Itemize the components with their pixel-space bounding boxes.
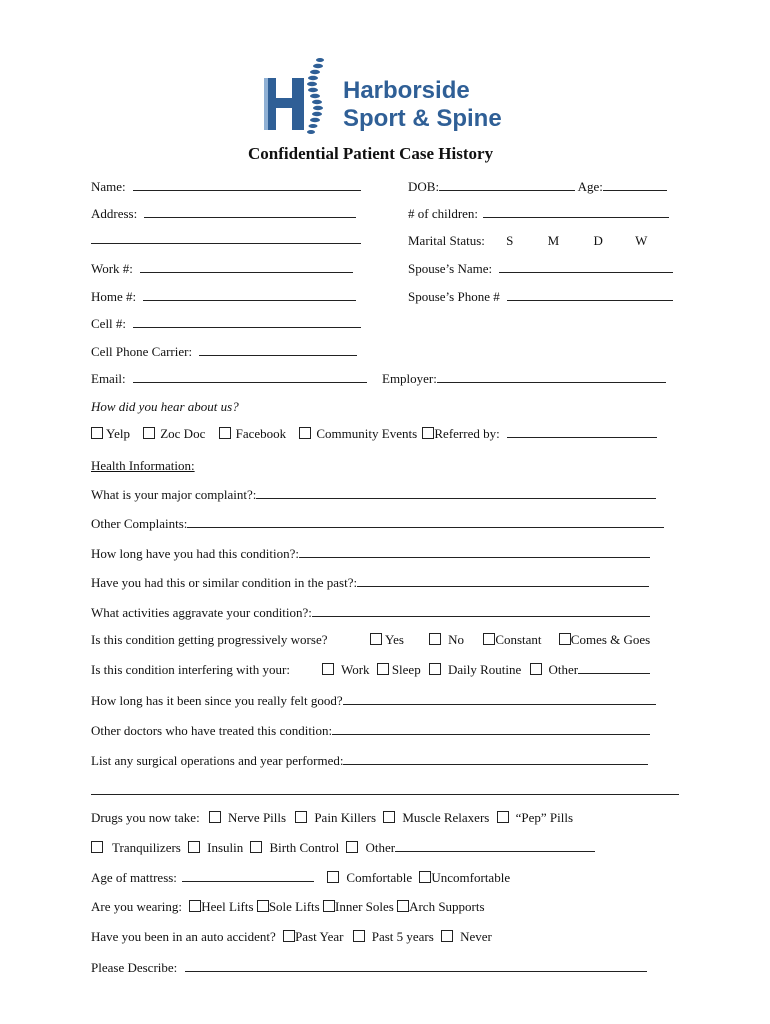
pep-pills-checkbox[interactable] bbox=[497, 811, 509, 823]
comes-goes-checkbox[interactable] bbox=[559, 633, 571, 645]
worse-label: Is this condition getting progressively worse? bbox=[91, 632, 328, 647]
sole-lifts-checkbox[interactable] bbox=[257, 900, 269, 912]
hear-question: How did you hear about us? bbox=[91, 399, 239, 414]
cell-row bbox=[91, 316, 361, 332]
home-row bbox=[91, 289, 356, 305]
marital-label: Marital Status: bbox=[408, 233, 485, 248]
other-drugs-field[interactable] bbox=[395, 840, 595, 852]
spouse-phone-row bbox=[408, 289, 673, 305]
never-checkbox[interactable] bbox=[441, 930, 453, 942]
surgical-line2 bbox=[91, 783, 679, 799]
email-row bbox=[91, 371, 367, 387]
similar-row bbox=[91, 575, 649, 591]
uncomfortable-label: Uncomfortable bbox=[431, 870, 511, 885]
interfere-label: Is this condition interfering with your: bbox=[91, 662, 290, 677]
other-drugs-label: Other bbox=[365, 840, 396, 855]
address-label: Address: bbox=[91, 206, 138, 221]
major-complaint-field[interactable] bbox=[256, 487, 656, 499]
doctors-row bbox=[91, 723, 650, 739]
constant-label: Constant bbox=[495, 632, 542, 647]
age-field[interactable] bbox=[603, 179, 667, 191]
howlong-field[interactable] bbox=[299, 546, 650, 558]
carrier-row bbox=[91, 344, 357, 360]
heel-lifts-checkbox[interactable] bbox=[189, 900, 201, 912]
community-events-checkbox[interactable] bbox=[299, 427, 311, 439]
logo-line1: Harborside bbox=[343, 77, 470, 104]
pain-killers-checkbox[interactable] bbox=[295, 811, 307, 823]
never-label: Never bbox=[460, 929, 492, 944]
address-field[interactable] bbox=[144, 206, 356, 218]
accident-label: Have you been in an auto accident? bbox=[91, 929, 276, 944]
other-interfere-field[interactable] bbox=[578, 662, 650, 674]
spouse-name-field[interactable] bbox=[499, 261, 673, 273]
logo-mark-icon bbox=[262, 56, 334, 136]
marital-option-d[interactable]: D bbox=[593, 233, 603, 248]
worse-no-label: No bbox=[448, 632, 465, 647]
marital-option-w[interactable]: W bbox=[635, 233, 648, 248]
worse-yes-label: Yes bbox=[385, 632, 404, 647]
carrier-field[interactable] bbox=[199, 344, 357, 356]
tranquilizers-checkbox[interactable] bbox=[91, 841, 103, 853]
pain-killers-label: Pain Killers bbox=[314, 810, 377, 825]
other-complaints-field[interactable] bbox=[187, 516, 664, 528]
mattress-label: Age of mattress: bbox=[91, 870, 177, 885]
marital-option-m[interactable]: M bbox=[547, 233, 560, 248]
describe-row bbox=[91, 960, 647, 976]
hear-options bbox=[91, 426, 657, 442]
work-field[interactable] bbox=[140, 261, 353, 273]
feltgood-field[interactable] bbox=[343, 693, 656, 705]
dob-row bbox=[408, 179, 667, 195]
similar-label: Have you had this or similar condition in the past?: bbox=[91, 575, 358, 590]
dob-field[interactable] bbox=[439, 179, 575, 191]
community-events-label: Community Events bbox=[316, 426, 418, 441]
sleep-label: Sleep bbox=[391, 662, 421, 677]
uncomfortable-checkbox[interactable] bbox=[419, 871, 431, 883]
worse-options bbox=[370, 632, 650, 648]
birth-control-checkbox[interactable] bbox=[250, 841, 262, 853]
logo-line2: Sport & Spine bbox=[343, 105, 502, 132]
major-complaint-label: What is your major complaint?: bbox=[91, 487, 257, 502]
name-field[interactable] bbox=[133, 179, 361, 191]
facebook-checkbox[interactable] bbox=[219, 427, 231, 439]
aggravate-row bbox=[91, 605, 650, 621]
howlong-row bbox=[91, 546, 650, 562]
work-option-label: Work bbox=[341, 662, 370, 677]
home-label: Home #: bbox=[91, 289, 137, 304]
daily-routine-label: Daily Routine bbox=[447, 662, 522, 677]
surgical-row bbox=[91, 753, 648, 769]
marital-option-s[interactable]: S bbox=[506, 233, 514, 248]
spouse-name-row bbox=[408, 261, 673, 277]
age-label: Age: bbox=[577, 179, 603, 194]
yelp-checkbox[interactable] bbox=[91, 427, 103, 439]
email-field[interactable] bbox=[133, 371, 367, 383]
work-checkbox[interactable] bbox=[322, 663, 334, 675]
comes-goes-label: Comes & Goes bbox=[570, 632, 651, 647]
children-row bbox=[408, 206, 669, 222]
past-year-checkbox[interactable] bbox=[283, 930, 295, 942]
other-interfere-checkbox[interactable] bbox=[530, 663, 542, 675]
heel-lifts-label: Heel Lifts bbox=[201, 899, 254, 914]
tranquilizers-label: Tranquilizers bbox=[112, 840, 181, 855]
past-5-years-label: Past 5 years bbox=[371, 929, 434, 944]
yelp-label: Yelp bbox=[106, 426, 130, 441]
arch-supports-label: Arch Supports bbox=[409, 899, 485, 914]
howlong-label: How long have you had this condition?: bbox=[91, 546, 299, 561]
inner-soles-label: Inner Soles bbox=[334, 899, 394, 914]
constant-checkbox[interactable] bbox=[483, 633, 495, 645]
carrier-label: Cell Phone Carrier: bbox=[91, 344, 193, 359]
feltgood-row bbox=[91, 693, 656, 709]
major-complaint-row bbox=[91, 487, 656, 503]
describe-field[interactable] bbox=[185, 960, 647, 972]
past-5-years-checkbox[interactable] bbox=[353, 930, 365, 942]
drugs-row1 bbox=[91, 810, 573, 826]
nerve-pills-checkbox[interactable] bbox=[209, 811, 221, 823]
nerve-pills-label: Nerve Pills bbox=[227, 810, 287, 825]
comfortable-label: Comfortable bbox=[346, 870, 413, 885]
referred-checkbox[interactable] bbox=[422, 427, 434, 439]
employer-row bbox=[382, 371, 666, 387]
doctors-label: Other doctors who have treated this condition: bbox=[91, 723, 333, 738]
interfere-options bbox=[322, 662, 650, 678]
muscle-relaxers-label: Muscle Relaxers bbox=[402, 810, 490, 825]
spouse-phone-label: Spouse’s Phone # bbox=[408, 289, 500, 304]
aggravate-field[interactable] bbox=[312, 605, 650, 617]
similar-field[interactable] bbox=[357, 575, 649, 587]
worse-yes-checkbox[interactable] bbox=[370, 633, 382, 645]
surgical-field-2[interactable] bbox=[91, 783, 679, 795]
work-row bbox=[91, 261, 353, 277]
cell-field[interactable] bbox=[133, 316, 361, 328]
zocdoc-checkbox[interactable] bbox=[143, 427, 155, 439]
mattress-field[interactable] bbox=[182, 870, 314, 882]
aggravate-label: What activities aggravate your condition?: bbox=[91, 605, 312, 620]
arch-supports-checkbox[interactable] bbox=[397, 900, 409, 912]
address-row bbox=[91, 206, 356, 222]
other-interfere-label: Other bbox=[548, 662, 579, 677]
drugs-row2 bbox=[91, 840, 595, 856]
referred-field[interactable] bbox=[507, 426, 657, 438]
sleep-checkbox[interactable] bbox=[377, 663, 389, 675]
address-line2 bbox=[91, 232, 361, 248]
surgical-field[interactable] bbox=[343, 753, 648, 765]
describe-label: Please Describe: bbox=[91, 960, 178, 975]
insulin-label: Insulin bbox=[207, 840, 244, 855]
surgical-label: List any surgical operations and year performed: bbox=[91, 753, 344, 768]
worse-no-checkbox[interactable] bbox=[429, 633, 441, 645]
inner-soles-checkbox[interactable] bbox=[323, 900, 335, 912]
dob-label: DOB: bbox=[408, 179, 440, 194]
home-field[interactable] bbox=[143, 289, 356, 301]
drugs-label: Drugs you now take: bbox=[91, 810, 200, 825]
daily-routine-checkbox[interactable] bbox=[429, 663, 441, 675]
mattress-row bbox=[91, 870, 510, 886]
sole-lifts-label: Sole Lifts bbox=[268, 899, 320, 914]
employer-label: Employer: bbox=[382, 371, 437, 386]
other-drugs-checkbox[interactable] bbox=[346, 841, 358, 853]
name-row bbox=[91, 179, 361, 195]
doctors-field[interactable] bbox=[332, 723, 650, 735]
spouse-name-label: Spouse’s Name: bbox=[408, 261, 493, 276]
insulin-checkbox[interactable] bbox=[188, 841, 200, 853]
page-title: Confidential Patient Case History bbox=[248, 144, 494, 163]
other-complaints-row bbox=[91, 516, 664, 532]
name-label: Name: bbox=[91, 179, 126, 194]
wearing-row bbox=[91, 899, 485, 915]
children-field[interactable] bbox=[483, 206, 669, 218]
wearing-label: Are you wearing: bbox=[91, 899, 182, 914]
address-field-2[interactable] bbox=[91, 232, 361, 244]
muscle-relaxers-checkbox[interactable] bbox=[383, 811, 395, 823]
facebook-label: Facebook bbox=[235, 426, 287, 441]
email-label: Email: bbox=[91, 371, 126, 386]
zocdoc-label: Zoc Doc bbox=[160, 426, 206, 441]
other-complaints-label: Other Complaints: bbox=[91, 516, 188, 531]
past-year-label: Past Year bbox=[295, 929, 344, 944]
feltgood-label: How long has it been since you really felt good? bbox=[91, 693, 343, 708]
work-label: Work #: bbox=[91, 261, 133, 276]
accident-row bbox=[91, 929, 492, 945]
children-label: # of children: bbox=[408, 206, 479, 221]
referred-label: Referred by: bbox=[434, 426, 500, 441]
employer-field[interactable] bbox=[437, 371, 666, 383]
birth-control-label: Birth Control bbox=[269, 840, 340, 855]
cell-label: Cell #: bbox=[91, 316, 127, 331]
pep-pills-label: “Pep” Pills bbox=[515, 810, 574, 825]
marital-row bbox=[408, 233, 647, 249]
health-heading: Health Information: bbox=[91, 458, 195, 473]
comfortable-checkbox[interactable] bbox=[327, 871, 339, 883]
spouse-phone-field[interactable] bbox=[507, 289, 673, 301]
